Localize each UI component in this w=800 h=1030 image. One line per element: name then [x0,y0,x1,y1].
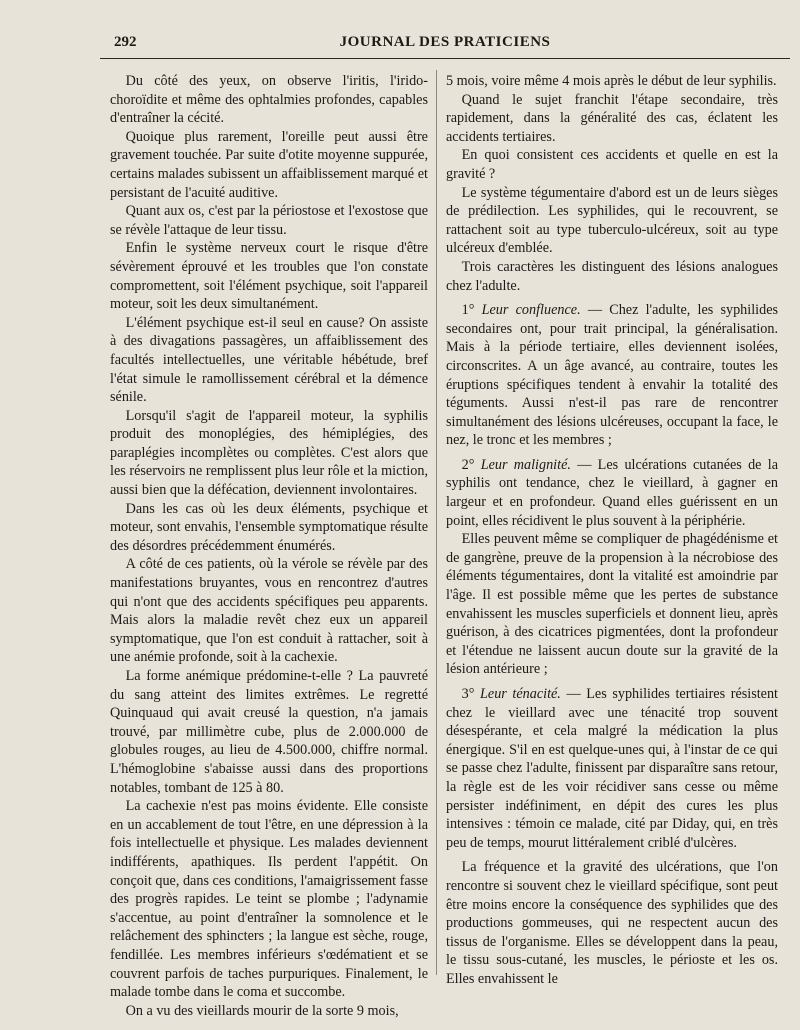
left-column [110,72,428,1019]
paragraph: La fréquence et la gravité des ulcérations, que l'on rencontre si souvent chez le vieillard spécifique, sont peut être moins encore la conséquence des syphilides que des productions gommeuses, qui ne respectent aucun des tissus de l'organisme. Elles se développent dans la peau, le tissu sous-cutané, les muscles, le périoste et les os. Elles envahissent le [446,859,778,987]
column-divider [436,70,437,975]
paragraph: En quoi consistent ces accidents et quelle en est la gravité ? [446,147,778,182]
item-number: 1° [461,302,475,319]
paragraph: Quand le sujet franchit l'étape secondaire, très rapidement, dans la généralité des cas, éclatent les accidents tertiaires. [446,91,778,145]
journal-title: JOURNAL DES PRATICIENS [339,34,551,50]
paragraph: L'élément psychique est-il seul en cause? On assiste à des divagations passagères, un affaiblissement des facultés intellectuelles, une véritable hébétude, bref l'état simule le ramollissement cérébral et la démence sénile. [110,314,428,406]
numbered-item-3 [446,685,778,852]
right-column [446,72,779,987]
paragraph: La cachexie n'est pas moins évidente. Elle consiste en un accablement de tout l'être, en une dépression à la fois intellectuelle et physique. Les malades deviennent indifférents, apathiques. Ils perdent l'appétit. On conçoit que, dans ces conditions, l'amaigrissement fasse des progrès rapides. Le teint se plombe ; l'adynamie s'accentue, au point d'entraîner la somnolence et le relâchement des sphincters ; la langue est sèche, rouge, fendillée. Les membres inférieurs s'œdématient et se couvrent parfois de taches purpuriques. Finalement, le malade tombe dans le coma et succombe. [110,798,428,1001]
paragraph: Le système tégumentaire d'abord est un de leurs sièges de prédilection. Les syphilides, qui le recouvrent, se rattachent soit au type tuberculo-ulcéreux, soit au type ulcéreux d'emblée. [446,184,778,257]
paragraph: Quoique plus rarement, l'oreille peut aussi être gravement touchée. Par suite d'otite moyenne suppurée, certains malades subissent un affaiblissement marqué et persistant de l'acuité auditive. [110,128,428,201]
paragraph: Du côté des yeux, on observe l'iritis, l'irido-choroïdite et même des ophtalmies profondes, capables d'entraîner la cécité. [110,73,428,127]
paragraph: Quant aux os, c'est par la périostose et l'exostose que se révèle l'attaque de leur tissu. [110,203,428,238]
paragraph: 5 mois, voire même 4 mois après le début de leur syphilis. [446,73,777,89]
paragraph: Elles peuvent même se compliquer de phagédénisme et de gangrène, preuve de la propension à la nécrobiose des éléments tégumentaires, dont la vitalité est amoindrie par l'âge. Il est possible même que les pertes de substance envahissent les muscles superficiels et donnent lieu, après guérison, à des cicatrices pigmentées, dont la profondeur et l'étendue ne laissent aucun doute sur la gravité de la lésion antérieure ; [446,531,778,678]
item-title: Leur confluence. [481,302,581,319]
item-text: — Les ulcérations cutanées de la syphilis ont tendance, chez le vieillard, à gagner en largeur et en profondeur. Quand elles guérissent en un point, elles récidivent le plus souvent à la périphérie. [446,456,779,529]
page-number: 292 [114,34,137,50]
page-header [100,30,790,59]
paragraph: La forme anémique prédomine-t-elle ? La pauvreté du sang atteint des limites extrêmes. Le regretté Quinquaud qui avait creusé la question, n'a jamais trouvé, par millimètre cube, plus de 2.000.000 de globules rouges, au lieu de 4.500.000, chiffre normal. L'hémoglobine s'abaisse aussi dans des proportions notables, tombant de 125 à 80. [110,668,428,796]
paragraph: On a vu des vieillards mourir de la sorte 9 mois, [125,1002,399,1019]
item-text: — Les syphilides tertiaires résistent chez le vieillard avec une ténacité trop souvent désespérante, et cela malgré la médication la plus énergique. S'il en est quelque-unes qui, à l'instar de ce qui se passe chez l'adulte, finissent par disparaître sans retour, la règle est de les voir récidiver sans cesse ou même persister indéfiniment, en dépit des cures les plus intensives : témoin ce malade, cité par Diday, qui, en très peu de temps, mourut littéralement criblé d'ulcères. [446,686,778,851]
paragraph: Dans les cas où les deux éléments, psychique et moteur, sont envahis, l'ensemble symptomatique résulte des désordres précédemment énumérés. [110,500,428,554]
numbered-item-2 [446,456,778,530]
item-text: — Chez l'adulte, les syphilides secondaires ont, pour trait principal, la généralisation. Mais à la période tertiaire, elles deviennent isolées, circonscrites. A un âge avancé, au contraire, toutes les éruptions spécifiques tendent à envahir la totalité des téguments. Aussi n'est-il pas rare de rencontrer simultanément des lésions ulcéreuses, occupant la face, le nez, le tronc et les membres ; [446,302,779,449]
item-title: Leur ténacité. [480,686,561,702]
numbered-item-1 [446,301,778,450]
item-number: 2° [461,456,475,473]
paragraph: Trois caractères les distinguent des lésions analogues chez l'adulte. [446,258,778,294]
item-title: Leur malignité. [480,456,571,473]
item-number: 3° [461,686,475,702]
paragraph: Lorsqu'il s'agit de l'appareil moteur, la syphilis produit des monoplégies, des hémiplégies, des paraplégies incomplètes ou complètes. C'est alors que les réservoirs ne remplissent plus leur rôle et la miction, aussi bien que la défécation, deviennent involontaires. [110,407,428,499]
paragraph: A côté de ces patients, où la vérole se révèle par des manifestations bruyantes, vous en rencontrez d'autres qui n'ont que des accidents spécifiques peu apparents. Mais alors la maladie revêt chez eux un appareil symptomatique, que l'on est conduit à rattacher, soit à une anémie profonde, soit à la cachexie. [110,556,428,666]
paragraph: Enfin le système nerveux court le risque d'être sévèrement éprouvé et les troubles que l'on constate compromettent, soit l'élément psychique, soit l'appareil moteur, soit les deux simultanément. [110,240,428,313]
